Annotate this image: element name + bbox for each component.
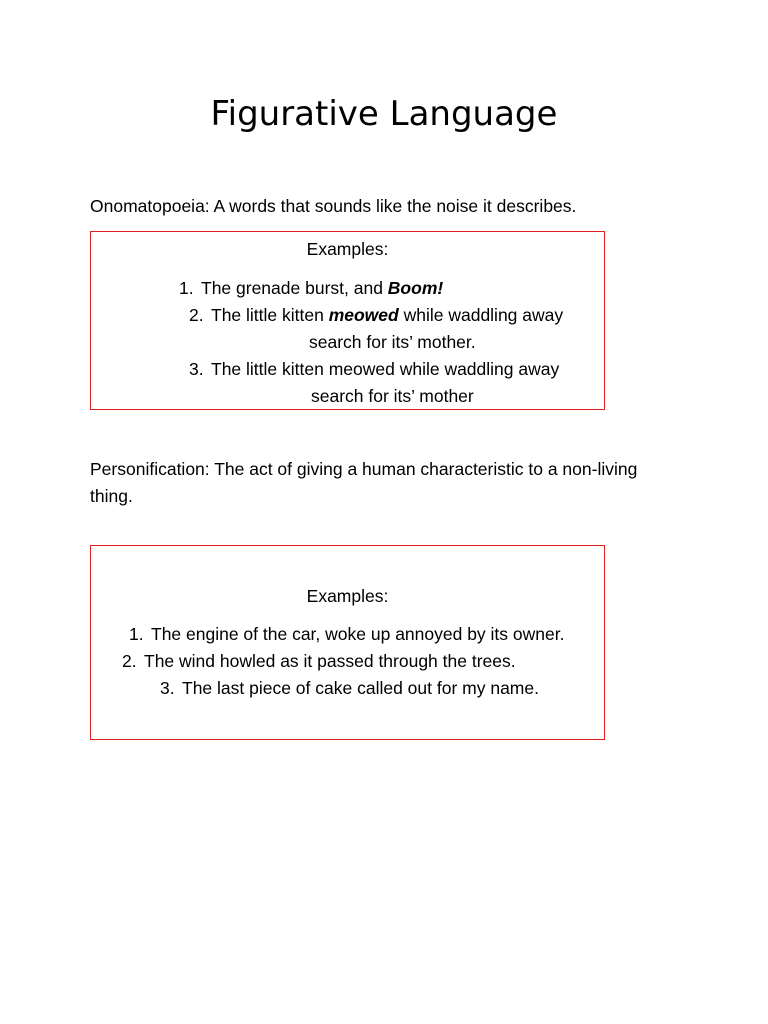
personification-example-1 xyxy=(129,621,564,648)
example-emphasis: Boom! xyxy=(387,278,444,298)
onomatopoeia-example-2 xyxy=(189,302,563,329)
list-number: 2. xyxy=(189,305,204,325)
onomatopoeia-example-1 xyxy=(179,275,443,302)
onomatopoeia-example-3-continuation: search for its’ mother xyxy=(311,386,474,406)
onomatopoeia-example-2-continuation: search for its’ mother. xyxy=(309,332,476,352)
list-number: 2. xyxy=(122,651,137,671)
personification-definition-line-2: thing. xyxy=(90,486,133,506)
example-text: The little kitten meowed while waddling away xyxy=(211,359,560,379)
onomatopoeia-definition: Onomatopoeia: A words that sounds like the noise it describes. xyxy=(90,196,577,216)
page-title: Figurative Language xyxy=(210,94,558,134)
list-number: 1. xyxy=(179,278,194,298)
example-text-after: while waddling away xyxy=(398,305,564,325)
list-number: 1. xyxy=(129,624,144,644)
personification-example-3 xyxy=(160,675,539,702)
example-text: The last piece of cake called out for my name. xyxy=(182,678,539,698)
list-number: 3. xyxy=(189,359,204,379)
example-text: The engine of the car, woke up annoyed by its owner. xyxy=(151,624,565,644)
personification-examples-box xyxy=(90,545,605,740)
onomatopoeia-examples-heading: Examples: xyxy=(306,239,389,259)
example-text: The little kitten xyxy=(211,305,329,325)
onomatopoeia-examples-box xyxy=(90,231,605,410)
onomatopoeia-example-3 xyxy=(189,356,559,383)
example-text: The grenade burst, and xyxy=(201,278,388,298)
example-emphasis: meowed xyxy=(328,305,399,325)
list-number: 3. xyxy=(160,678,175,698)
example-text: The wind howled as it passed through the trees. xyxy=(144,651,516,671)
personification-examples-heading: Examples: xyxy=(306,586,389,606)
personification-definition-line-1: Personification: The act of giving a human characteristic to a non-living xyxy=(90,459,638,479)
personification-example-2 xyxy=(122,648,516,675)
